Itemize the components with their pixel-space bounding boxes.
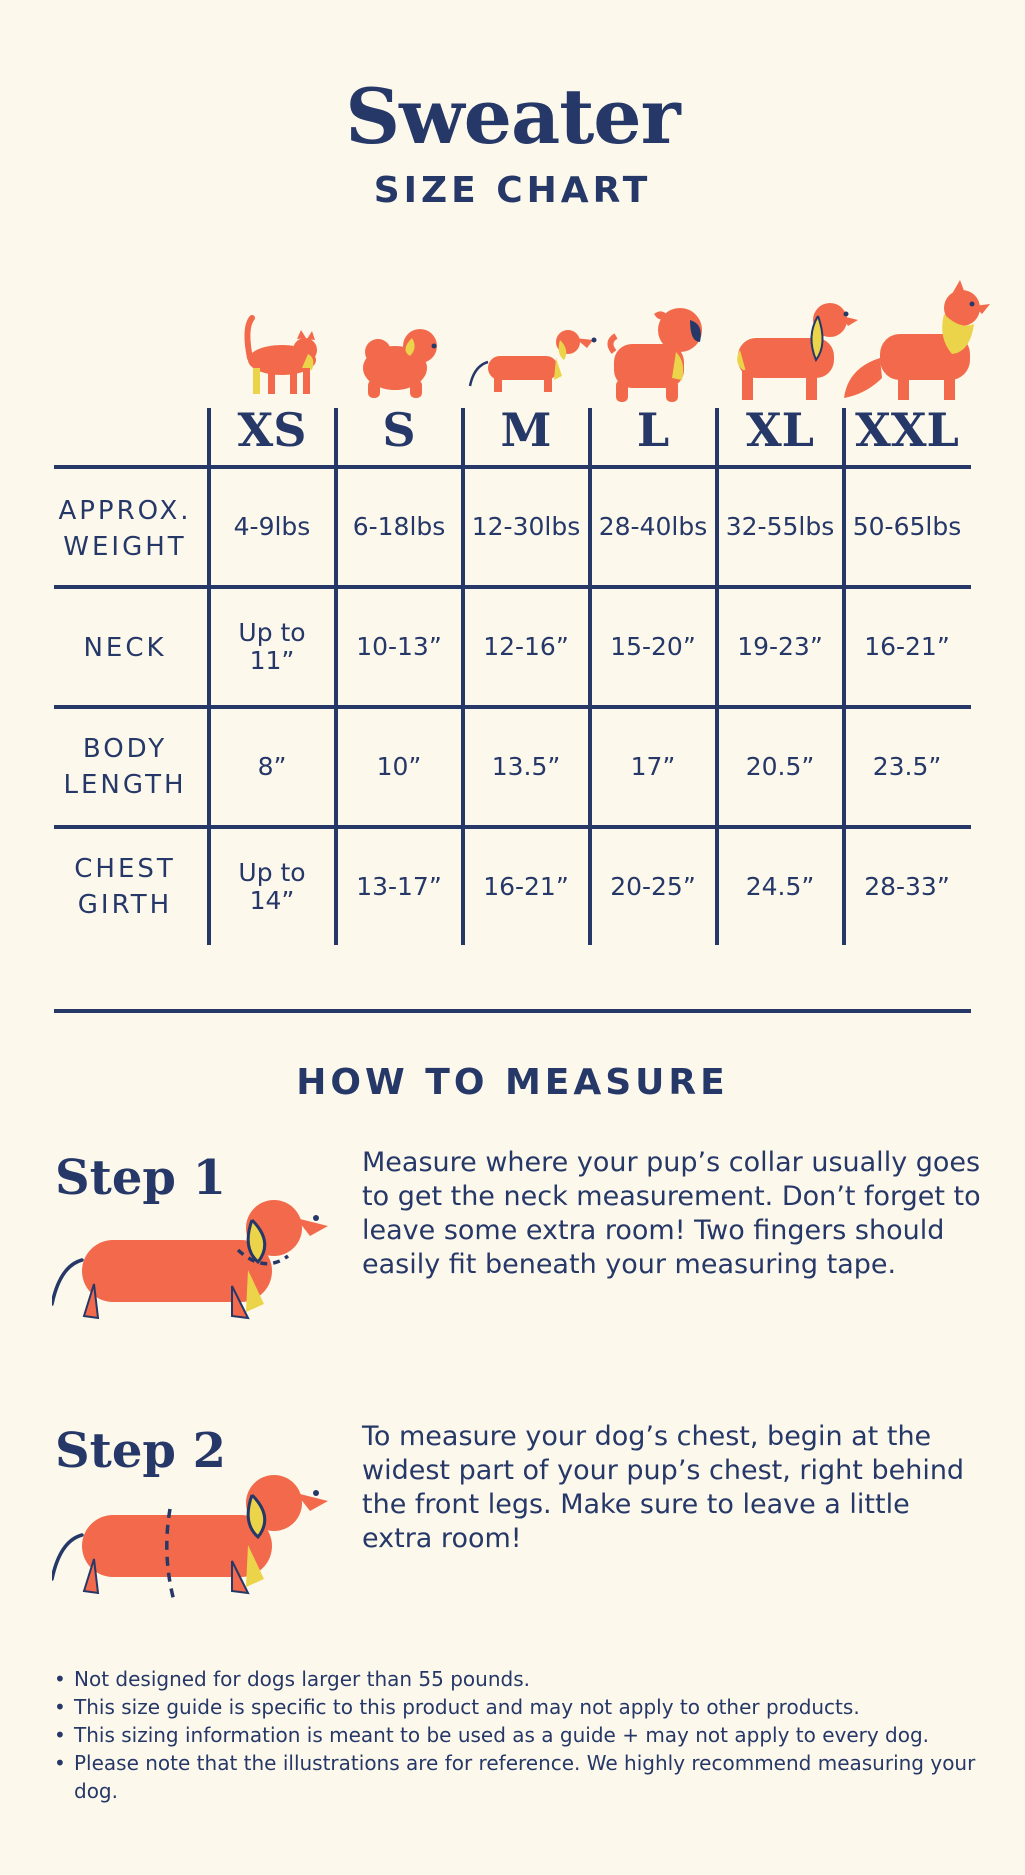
list-item: • This size guide is specific to this product and may not apply to other products. xyxy=(52,1693,982,1721)
collie-icon xyxy=(844,280,990,400)
table-cell: 13-17” xyxy=(356,872,442,901)
list-item: • This sizing information is meant to be used as a guide + may not apply to every dog. xyxy=(52,1721,982,1749)
page-subtitle: SIZE CHART xyxy=(373,170,652,211)
table-cell: 16-21” xyxy=(483,872,569,901)
dachshund-icon xyxy=(470,330,597,392)
size-header-l: L xyxy=(636,403,670,457)
table-cell: Up to 11” xyxy=(238,618,306,675)
table-cell: 28-33” xyxy=(864,872,950,901)
row-label-chest-girth: CHEST GIRTH xyxy=(74,854,176,920)
table-cell: 10” xyxy=(376,752,422,781)
dachshund-chest-icon xyxy=(52,1455,332,1605)
table-cell: 24.5” xyxy=(745,872,815,901)
table-cell: 15-20” xyxy=(610,632,696,661)
section-divider xyxy=(54,1009,971,1013)
table-cell: 20.5” xyxy=(745,752,815,781)
step-1-text: Measure where your pup’s collar usually goes to get the neck measurement. Don’t forget to leave some extra room! Two fingers should easily fit beneath your measuring tape. xyxy=(362,1147,981,1280)
table-cell: 13.5” xyxy=(491,752,561,781)
row-label-body-length: BODY LENGTH xyxy=(63,734,187,800)
how-to-measure-heading: HOW TO MEASURE xyxy=(296,1062,729,1103)
size-header-xs: XS xyxy=(237,403,307,457)
step-2-text: To measure your dog’s chest, begin at the widest part of your pup’s chest, right behind the front legs. Make sure to leave a little extra room! xyxy=(362,1421,965,1554)
table-cell: 10-13” xyxy=(356,632,442,661)
size-header-xl: XL xyxy=(745,403,815,457)
table-cell: 50-65lbs xyxy=(852,512,962,541)
list-item: • Please note that the illustrations are for reference. We highly recommend measuring your dog. xyxy=(52,1749,982,1805)
size-illustrations xyxy=(0,280,1025,410)
size-header-m: M xyxy=(500,403,552,457)
spaniel-icon xyxy=(737,303,858,400)
list-item: • Not designed for dogs larger than 55 pounds. xyxy=(52,1665,982,1693)
table-cell: 23.5” xyxy=(872,752,942,781)
step-1-title: Step 1 xyxy=(55,1150,227,1206)
table-cell: 6-18lbs xyxy=(352,512,446,541)
notes-list xyxy=(52,1665,982,1805)
table-cell: 8” xyxy=(257,752,287,781)
table-cell: 19-23” xyxy=(737,632,823,661)
table-cell: 16-21” xyxy=(864,632,950,661)
row-label-weight: APPROX. WEIGHT xyxy=(58,496,192,562)
table-cell: 12-16” xyxy=(483,632,569,661)
size-header-s: S xyxy=(382,403,416,457)
table-cell: 28-40lbs xyxy=(598,512,708,541)
pug-icon xyxy=(610,308,702,402)
step-2-title: Step 2 xyxy=(55,1423,227,1479)
page-title: Sweater xyxy=(345,72,680,161)
table-cell: 4-9lbs xyxy=(233,512,311,541)
table-cell: 12-30lbs xyxy=(471,512,581,541)
small-fluffy-dog-icon xyxy=(363,329,437,398)
table-cell: Up to 14” xyxy=(238,858,306,915)
table-cell: 20-25” xyxy=(610,872,696,901)
size-header-xxl: XXL xyxy=(855,403,959,457)
row-label-neck: NECK xyxy=(83,633,167,663)
table-cell: 32-55lbs xyxy=(725,512,835,541)
cat-icon xyxy=(247,318,317,394)
dachshund-neck-icon xyxy=(52,1180,332,1330)
table-cell: 17” xyxy=(630,752,676,781)
